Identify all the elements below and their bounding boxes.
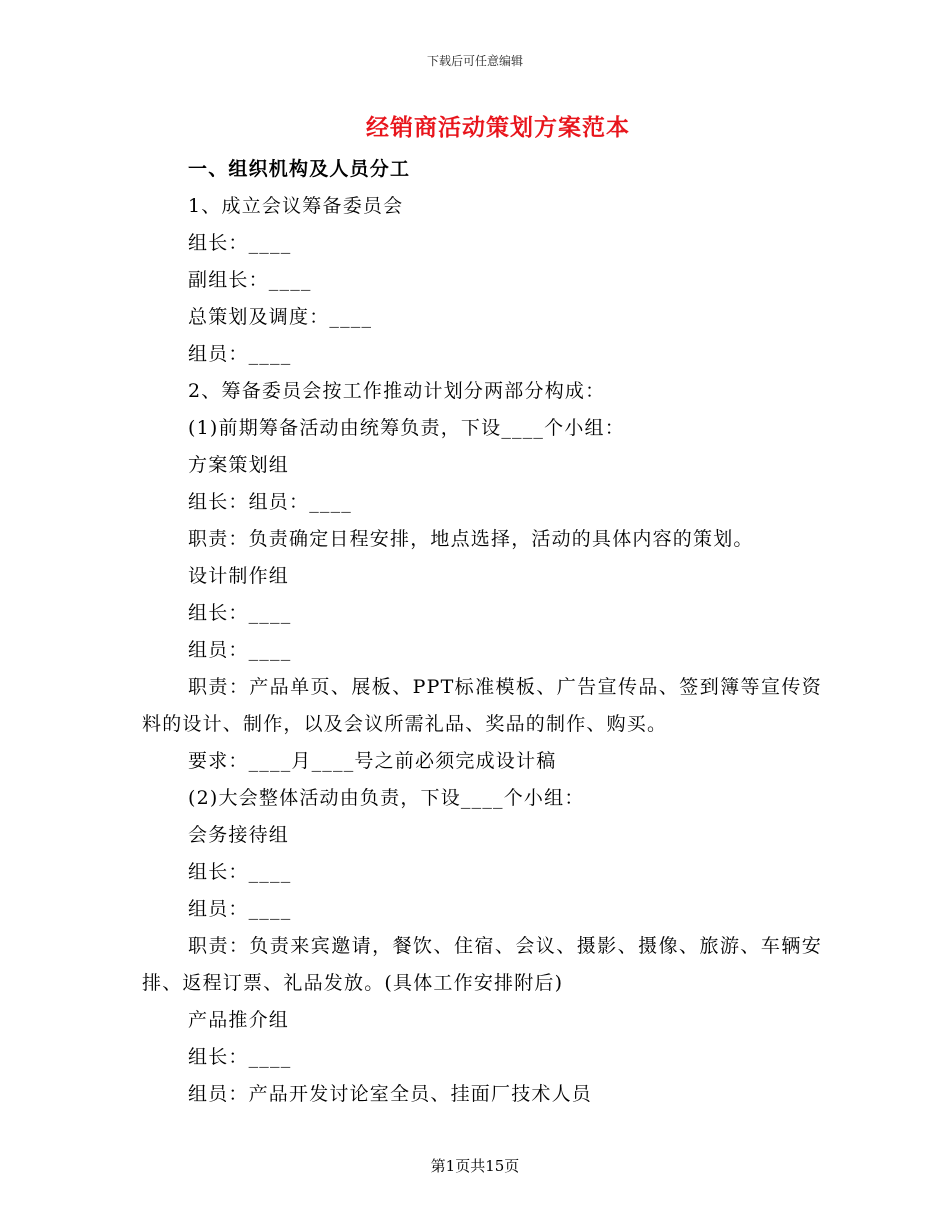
paragraph: 职责：产品单页、展板、PPT标准模板、广告宣传品、签到簿等宣传资料的设计、制作，以及会议所需礼品、奖品的制作、购买。 <box>142 676 822 735</box>
paragraph: 组长：____ <box>188 861 292 883</box>
paragraph: 要求：____月____号之前必须完成设计稿 <box>188 750 557 772</box>
paragraph: 总策划及调度：____ <box>188 306 373 328</box>
paragraph: (2)大会整体活动由负责，下设____个小组： <box>188 787 585 809</box>
paragraph: 组员：____ <box>188 343 292 365</box>
paragraph: 组长：____ <box>188 1046 292 1068</box>
paragraph: 产品推介组 <box>188 1009 290 1031</box>
paragraph: 会务接待组 <box>188 824 290 846</box>
document-body <box>142 151 822 1113</box>
page-number-footer: 第1页共15页 <box>430 1157 520 1175</box>
document-title: 经销商活动策划方案范本 <box>366 114 630 141</box>
header-note: 下载后可任意编辑 <box>426 54 523 68</box>
paragraph: 方案策划组 <box>188 454 290 476</box>
section-heading: 一、组织机构及人员分工 <box>188 158 411 180</box>
paragraph: 1、成立会议筹备委员会 <box>188 195 404 217</box>
paragraph: 职责：负责确定日程安排，地点选择，活动的具体内容的策划。 <box>188 528 754 550</box>
paragraph: 组长：____ <box>188 232 292 254</box>
paragraph: 组员：产品开发讨论室全员、挂面厂技术人员 <box>188 1083 593 1105</box>
paragraph: 副组长：____ <box>188 269 312 291</box>
paragraph: 组长：组员：____ <box>188 491 353 513</box>
paragraph: (1)前期筹备活动由统筹负责，下设____个小组： <box>188 417 625 439</box>
paragraph: 组员：____ <box>188 639 292 661</box>
paragraph: 组长：____ <box>188 602 292 624</box>
paragraph: 职责：负责来宾邀请，餐饮、住宿、会议、摄影、摄像、旅游、车辆安排、返程订票、礼品发放。(具体工作安排附后) <box>142 935 822 994</box>
paragraph: 设计制作组 <box>188 565 290 587</box>
paragraph: 组员：____ <box>188 898 292 920</box>
paragraph: 2、筹备委员会按工作推动计划分两部分构成： <box>188 380 606 402</box>
